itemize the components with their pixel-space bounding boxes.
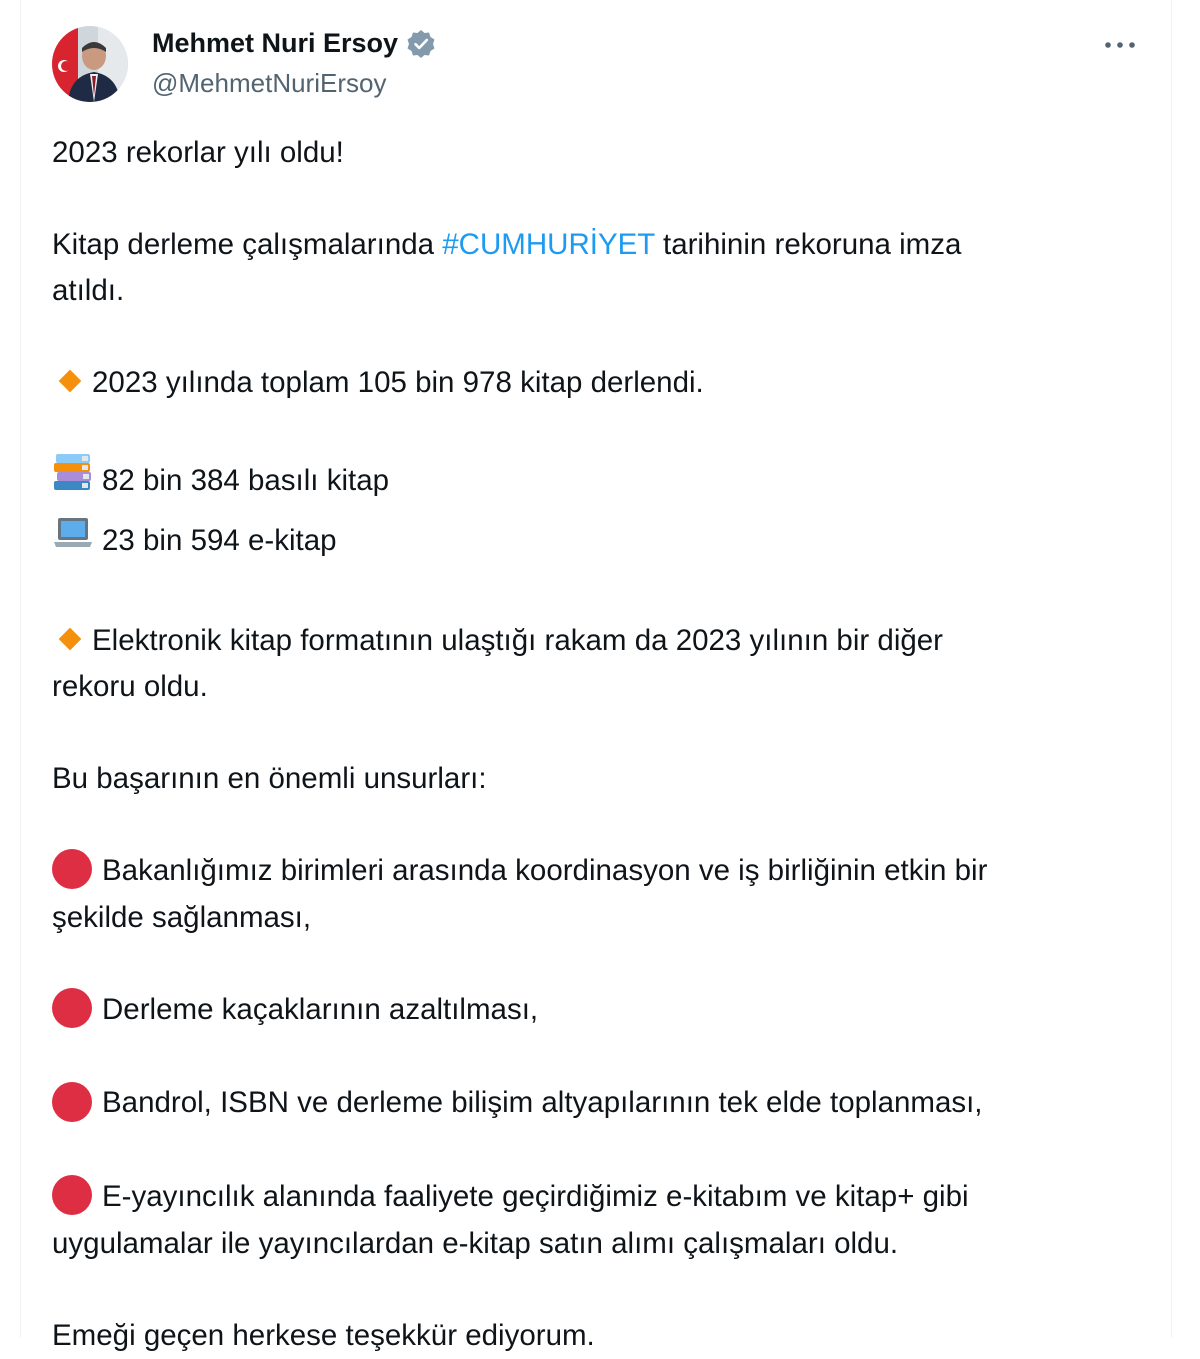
text-segment: 2023 yılında toplam 105 bin 978 kitap derlendi. — [92, 366, 704, 399]
author-name[interactable]: Mehmet Nuri Ersoy — [152, 28, 399, 58]
more-options-icon[interactable] — [1100, 30, 1140, 60]
text-segment: 23 bin 594 e-kitap — [102, 523, 337, 557]
tweet-line — [52, 1174, 1132, 1221]
author-handle[interactable]: @MehmetNuriErsoy — [152, 68, 387, 98]
red-circle-icon — [52, 849, 92, 889]
tweet-line — [52, 848, 1132, 895]
author-name-row — [152, 28, 436, 59]
tweet-line — [52, 452, 1132, 512]
tweet-line — [52, 512, 1132, 572]
tweet-line: Bu başarının en önemli unsurları: — [52, 762, 487, 795]
laptop-icon — [52, 512, 94, 566]
verified-badge-icon[interactable] — [406, 29, 436, 59]
text-segment: E-yayıncılık alanında faaliyete geçirdiğimiz e-kitabım ve kitap+ gibi — [102, 1179, 969, 1213]
tweet-line: Emeği geçen herkese teşekkür ediyorum. — [52, 1318, 595, 1352]
text-segment: Derleme kaçaklarının azaltılması, — [102, 993, 539, 1027]
hashtag-link[interactable]: #CUMHURİYET — [442, 228, 655, 261]
tweet-line — [52, 360, 1132, 406]
text-segment: 82 bin 384 basılı kitap — [102, 463, 390, 497]
red-circle-icon — [52, 1175, 92, 1215]
tweet-text — [52, 130, 1132, 1359]
tweet-line: 2023 rekorlar yılı oldu! — [52, 136, 344, 169]
text-segment: tarihinin rekoruna imza — [654, 228, 962, 261]
red-circle-icon — [52, 1082, 92, 1122]
text-segment: Elektronik kitap formatının ulaştığı rakam da 2023 yılının bir diğer — [92, 624, 944, 657]
orange-diamond-icon — [59, 370, 82, 393]
avatar[interactable] — [52, 26, 128, 102]
tweet-line — [52, 1080, 1132, 1127]
tweet-line — [52, 987, 1132, 1034]
tweet-line — [52, 618, 1132, 664]
tweet-line: rekoru oldu. — [52, 670, 208, 703]
tweet-line: atıldı. — [52, 274, 125, 307]
books-icon — [52, 452, 94, 506]
text-segment: Bandrol, ISBN ve derleme bilişim altyapılarının tek elde toplanması, — [102, 1086, 983, 1120]
tweet-line: uygulamalar ile yayıncılardan e-kitap satın alımı çalışmaları oldu. — [52, 1226, 899, 1260]
text-segment: Kitap derleme çalışmalarında — [52, 228, 443, 261]
orange-diamond-icon — [59, 628, 82, 651]
tweet-line: şekilde sağlanması, — [52, 901, 312, 935]
red-circle-icon — [52, 988, 92, 1028]
tweet-line — [52, 222, 1132, 268]
text-segment: Bakanlığımız birimleri arasında koordinasyon ve iş birliğinin etkin bir — [102, 854, 988, 887]
